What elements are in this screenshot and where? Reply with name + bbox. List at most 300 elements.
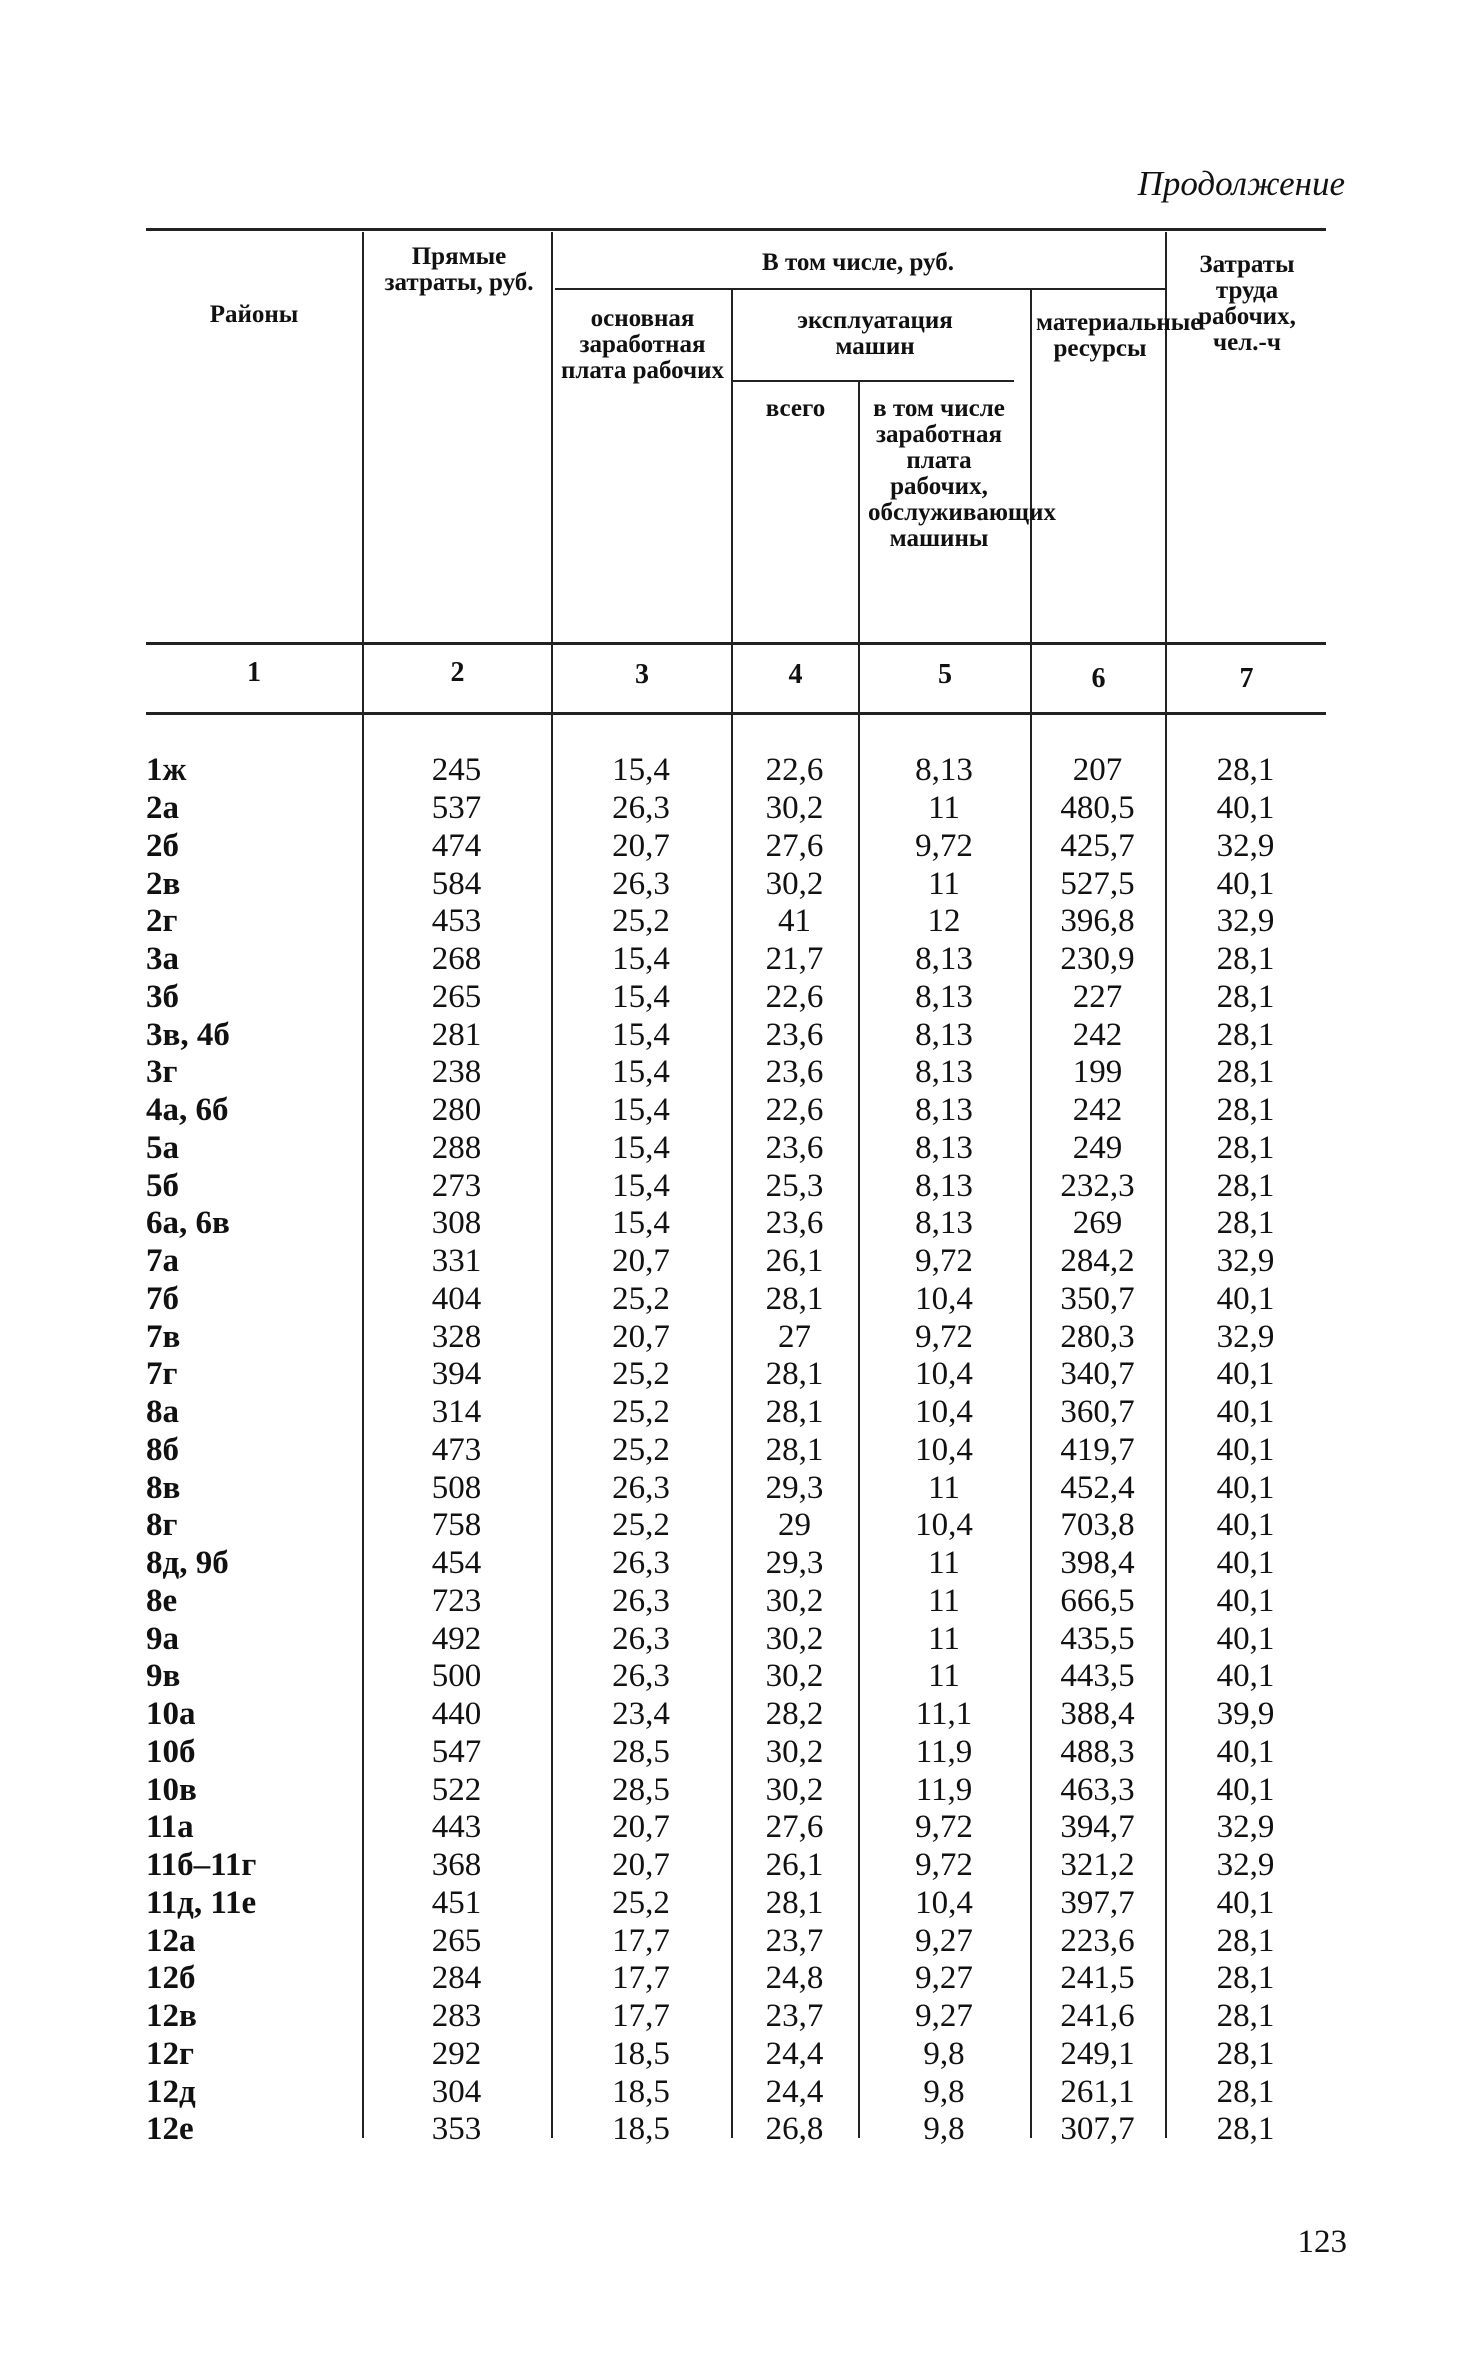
cell-materials: 398,4 bbox=[1060, 1545, 1135, 1582]
cell-base-wages: 20,7 bbox=[612, 1243, 670, 1280]
cell-machine-wages: 10,4 bbox=[915, 1507, 973, 1544]
cell-materials: 435,5 bbox=[1060, 1620, 1135, 1657]
cell-direct-costs: 394 bbox=[431, 1356, 482, 1393]
cell-machine-wages: 9,27 bbox=[915, 1960, 973, 1997]
cell-base-wages: 17,7 bbox=[612, 1960, 670, 1997]
cell-materials: 360,7 bbox=[1060, 1394, 1135, 1431]
cell-labor: 40,1 bbox=[1216, 1507, 1275, 1544]
table-row bbox=[146, 2111, 1326, 2149]
table-row bbox=[146, 1092, 1326, 1130]
cell-direct-costs: 265 bbox=[431, 978, 482, 1015]
table-row bbox=[146, 2073, 1326, 2111]
cell-machine-wages: 11,9 bbox=[915, 1771, 973, 1808]
table-row bbox=[146, 941, 1326, 979]
cell-region: 12б bbox=[146, 1960, 196, 1997]
cell-labor: 40,1 bbox=[1216, 1733, 1275, 1770]
cell-labor: 40,1 bbox=[1216, 1582, 1275, 1619]
table-row bbox=[146, 1545, 1326, 1583]
cell-direct-costs: 314 bbox=[431, 1394, 482, 1431]
cell-machine-wages: 10,4 bbox=[915, 1884, 973, 1921]
cell-region: 2г bbox=[146, 903, 178, 940]
cell-machine-wages: 11 bbox=[928, 865, 960, 902]
cell-machine-total: 30,2 bbox=[765, 1620, 824, 1657]
table-row bbox=[146, 1243, 1326, 1281]
cell-machine-total: 25,3 bbox=[765, 1167, 824, 1204]
cell-labor: 40,1 bbox=[1216, 790, 1275, 827]
header-materials: материальные ресурсы bbox=[1036, 309, 1202, 362]
cell-region: 10а bbox=[146, 1696, 196, 1733]
cell-base-wages: 28,5 bbox=[612, 1733, 670, 1770]
header-incl-wages: в том числе заработная плата рабочих, обслуживающих машины bbox=[868, 395, 1056, 552]
cell-base-wages: 15,4 bbox=[612, 1054, 670, 1091]
cell-direct-costs: 265 bbox=[431, 1922, 482, 1959]
cell-machine-total: 23,6 bbox=[765, 1016, 824, 1053]
cell-labor: 40,1 bbox=[1216, 1658, 1275, 1695]
cell-machine-wages: 9,72 bbox=[915, 827, 973, 864]
cell-region: 12в bbox=[146, 1998, 197, 2035]
cell-machine-wages: 8,13 bbox=[915, 1129, 973, 1166]
cell-direct-costs: 508 bbox=[431, 1469, 482, 1506]
cell-machine-wages: 11 bbox=[928, 1658, 960, 1695]
cell-materials: 443,5 bbox=[1060, 1658, 1135, 1695]
column-number-7: 7 bbox=[1239, 663, 1254, 694]
cell-direct-costs: 304 bbox=[431, 2073, 482, 2110]
cell-machine-total: 24,8 bbox=[765, 1960, 824, 1997]
cell-base-wages: 26,3 bbox=[612, 1582, 670, 1619]
table-row bbox=[146, 1356, 1326, 1394]
cell-labor: 28,1 bbox=[1216, 1016, 1275, 1053]
cell-machine-total: 41 bbox=[778, 903, 811, 940]
cell-region: 1ж bbox=[146, 752, 187, 789]
cell-machine-wages: 11 bbox=[928, 1582, 960, 1619]
cell-machine-wages: 8,13 bbox=[915, 1205, 973, 1242]
cell-machine-wages: 8,13 bbox=[915, 1167, 973, 1204]
table-row bbox=[146, 1432, 1326, 1470]
cell-machine-wages: 9,72 bbox=[915, 1243, 973, 1280]
cell-base-wages: 26,3 bbox=[612, 1545, 670, 1582]
cell-region: 3а bbox=[146, 941, 179, 978]
header-including: В том числе, руб. bbox=[762, 249, 954, 276]
cell-machine-total: 26,1 bbox=[765, 1243, 824, 1280]
including-group-rule bbox=[555, 288, 1165, 290]
table-row bbox=[146, 1205, 1326, 1243]
column-number-3: 3 bbox=[635, 659, 649, 690]
column-number-5: 5 bbox=[938, 659, 952, 690]
cell-base-wages: 26,3 bbox=[612, 865, 670, 902]
cell-direct-costs: 238 bbox=[431, 1054, 482, 1091]
cell-region: 8г bbox=[146, 1507, 178, 1544]
cell-direct-costs: 283 bbox=[431, 1998, 482, 2035]
cell-labor: 32,9 bbox=[1216, 1243, 1275, 1280]
header-base-wages: основная заработная плата рабочих bbox=[560, 305, 725, 384]
cell-machine-total: 30,2 bbox=[765, 1771, 824, 1808]
cell-base-wages: 20,7 bbox=[612, 827, 670, 864]
cell-region: 7г bbox=[146, 1356, 178, 1393]
table-row bbox=[146, 1281, 1326, 1319]
cell-materials: 350,7 bbox=[1060, 1280, 1135, 1317]
cell-direct-costs: 308 bbox=[431, 1205, 482, 1242]
table-row bbox=[146, 1658, 1326, 1696]
cell-region: 5б bbox=[146, 1167, 179, 1204]
cell-region: 12е bbox=[146, 2111, 194, 2148]
cell-region: 8е bbox=[146, 1582, 178, 1619]
cell-machine-total: 27,6 bbox=[765, 1809, 824, 1846]
table-row bbox=[146, 1809, 1326, 1847]
cell-machine-wages: 9,8 bbox=[923, 2035, 965, 2072]
cell-machine-wages: 11,9 bbox=[915, 1733, 973, 1770]
cell-direct-costs: 328 bbox=[431, 1318, 482, 1355]
page-number: 123 bbox=[1297, 2224, 1347, 2260]
header-regions: Районы bbox=[209, 301, 299, 328]
cell-direct-costs: 281 bbox=[431, 1016, 482, 1053]
cell-labor: 32,9 bbox=[1216, 1809, 1275, 1846]
column-numbers-rule bbox=[146, 712, 1326, 715]
cell-machine-total: 30,2 bbox=[765, 1733, 824, 1770]
cell-machine-wages: 12 bbox=[927, 903, 961, 940]
table-row bbox=[146, 903, 1326, 941]
cell-region: 12г bbox=[146, 2035, 194, 2072]
cell-machine-total: 26,8 bbox=[765, 2111, 824, 2148]
cell-region: 6а, 6в bbox=[146, 1205, 230, 1242]
cell-machine-wages: 9,27 bbox=[915, 1998, 973, 2035]
cell-labor: 28,1 bbox=[1216, 1922, 1275, 1959]
cell-direct-costs: 245 bbox=[431, 752, 482, 789]
cell-direct-costs: 451 bbox=[431, 1884, 482, 1921]
cell-direct-costs: 474 bbox=[431, 827, 482, 864]
cell-base-wages: 23,4 bbox=[612, 1696, 670, 1733]
table-row bbox=[146, 790, 1326, 828]
data-table bbox=[146, 752, 1326, 2149]
cell-base-wages: 18,5 bbox=[612, 2073, 670, 2110]
cell-base-wages: 18,5 bbox=[612, 2035, 670, 2072]
cell-materials: 207 bbox=[1072, 752, 1123, 789]
cell-labor: 28,1 bbox=[1216, 1092, 1275, 1129]
cell-machine-wages: 9,72 bbox=[915, 1847, 973, 1884]
cell-materials: 488,3 bbox=[1060, 1733, 1135, 1770]
cell-machine-total: 28,1 bbox=[765, 1431, 824, 1468]
cell-machine-wages: 9,27 bbox=[915, 1922, 973, 1959]
cell-labor: 28,1 bbox=[1216, 1167, 1275, 1204]
cell-region: 2а bbox=[146, 790, 179, 827]
cell-direct-costs: 292 bbox=[431, 2035, 482, 2072]
cell-labor: 32,9 bbox=[1216, 1318, 1275, 1355]
cell-materials: 321,2 bbox=[1060, 1847, 1135, 1884]
table-row bbox=[146, 2036, 1326, 2074]
cell-machine-wages: 11 bbox=[928, 790, 960, 827]
table-row bbox=[146, 1771, 1326, 1809]
cell-region: 9а bbox=[146, 1620, 179, 1657]
cell-labor: 40,1 bbox=[1216, 1771, 1275, 1808]
cell-direct-costs: 331 bbox=[431, 1243, 482, 1280]
cell-direct-costs: 547 bbox=[431, 1733, 482, 1770]
cell-machine-wages: 9,8 bbox=[923, 2111, 965, 2148]
cell-direct-costs: 522 bbox=[431, 1771, 482, 1808]
cell-materials: 394,7 bbox=[1060, 1809, 1135, 1846]
cell-direct-costs: 280 bbox=[431, 1092, 482, 1129]
cell-base-wages: 20,7 bbox=[612, 1847, 670, 1884]
cell-machine-total: 23,7 bbox=[765, 1922, 824, 1959]
cell-machine-total: 28,2 bbox=[765, 1696, 824, 1733]
cell-base-wages: 25,2 bbox=[612, 1394, 670, 1431]
cell-base-wages: 20,7 bbox=[612, 1809, 670, 1846]
cell-machine-wages: 10,4 bbox=[915, 1394, 973, 1431]
cell-materials: 241,6 bbox=[1060, 1998, 1135, 2035]
cell-region: 8в bbox=[146, 1469, 181, 1506]
cell-labor: 40,1 bbox=[1216, 1469, 1275, 1506]
cell-machine-total: 21,7 bbox=[765, 941, 824, 978]
cell-base-wages: 15,4 bbox=[612, 1092, 670, 1129]
cell-direct-costs: 443 bbox=[431, 1809, 482, 1846]
table-row bbox=[146, 1620, 1326, 1658]
cell-machine-total: 30,2 bbox=[765, 790, 824, 827]
cell-machine-wages: 11 bbox=[928, 1545, 960, 1582]
table-row bbox=[146, 1885, 1326, 1923]
cell-base-wages: 25,2 bbox=[612, 1431, 670, 1468]
cell-materials: 703,8 bbox=[1060, 1507, 1135, 1544]
table-row bbox=[146, 752, 1326, 790]
cell-machine-total: 27,6 bbox=[765, 827, 824, 864]
cell-region: 5а bbox=[146, 1129, 179, 1166]
cell-materials: 242 bbox=[1072, 1016, 1123, 1053]
table-row bbox=[146, 1734, 1326, 1772]
cell-labor: 32,9 bbox=[1216, 1847, 1275, 1884]
cell-direct-costs: 404 bbox=[431, 1280, 482, 1317]
cell-labor: 40,1 bbox=[1216, 1620, 1275, 1657]
table-row bbox=[146, 1469, 1326, 1507]
table-row bbox=[146, 1583, 1326, 1621]
cell-direct-costs: 473 bbox=[431, 1431, 482, 1468]
cell-materials: 284,2 bbox=[1060, 1243, 1135, 1280]
cell-machine-wages: 8,13 bbox=[915, 978, 973, 1015]
cell-region: 2в bbox=[146, 865, 181, 902]
cell-base-wages: 25,2 bbox=[612, 1507, 670, 1544]
cell-materials: 199 bbox=[1072, 1054, 1123, 1091]
cell-materials: 249 bbox=[1072, 1129, 1123, 1166]
cell-machine-wages: 9,72 bbox=[915, 1318, 973, 1355]
cell-direct-costs: 723 bbox=[431, 1582, 482, 1619]
cell-region: 11а bbox=[146, 1809, 194, 1846]
table-row bbox=[146, 865, 1326, 903]
cell-machine-total: 23,6 bbox=[765, 1205, 824, 1242]
cell-labor: 39,9 bbox=[1216, 1696, 1275, 1733]
cell-materials: 223,6 bbox=[1060, 1922, 1135, 1959]
cell-direct-costs: 492 bbox=[431, 1620, 482, 1657]
cell-materials: 666,5 bbox=[1060, 1582, 1135, 1619]
cell-machine-wages: 11 bbox=[928, 1620, 960, 1657]
cell-machine-total: 23,6 bbox=[765, 1054, 824, 1091]
cell-materials: 232,3 bbox=[1060, 1167, 1135, 1204]
cell-labor: 28,1 bbox=[1216, 941, 1275, 978]
cell-materials: 227 bbox=[1072, 978, 1123, 1015]
cell-materials: 307,7 bbox=[1060, 2111, 1135, 2148]
cell-region: 9в bbox=[146, 1658, 181, 1695]
cell-base-wages: 25,2 bbox=[612, 1884, 670, 1921]
cell-labor: 28,1 bbox=[1216, 1205, 1275, 1242]
cell-region: 7в bbox=[146, 1318, 181, 1355]
cell-materials: 230,9 bbox=[1060, 941, 1135, 978]
cell-labor: 28,1 bbox=[1216, 1960, 1275, 1997]
cell-materials: 452,4 bbox=[1060, 1469, 1135, 1506]
cell-base-wages: 25,2 bbox=[612, 1280, 670, 1317]
cell-labor: 28,1 bbox=[1216, 1129, 1275, 1166]
cell-labor: 40,1 bbox=[1216, 1545, 1275, 1582]
cell-region: 4а, 6б bbox=[146, 1092, 229, 1129]
cell-base-wages: 15,4 bbox=[612, 1205, 670, 1242]
header-bottom-rule bbox=[146, 642, 1326, 645]
cell-materials: 425,7 bbox=[1060, 827, 1135, 864]
cell-region: 8д, 9б bbox=[146, 1545, 229, 1582]
cell-materials: 261,1 bbox=[1060, 2073, 1135, 2110]
cell-machine-total: 22,6 bbox=[765, 978, 824, 1015]
cell-machine-total: 23,7 bbox=[765, 1998, 824, 2035]
cell-labor: 32,9 bbox=[1216, 827, 1275, 864]
cell-machine-total: 26,1 bbox=[765, 1847, 824, 1884]
cell-base-wages: 15,4 bbox=[612, 1167, 670, 1204]
cell-region: 11б–11г bbox=[146, 1847, 257, 1884]
header-machine-operation: эксплуатация машин bbox=[797, 307, 953, 360]
table-row bbox=[146, 1167, 1326, 1205]
table-row bbox=[146, 1696, 1326, 1734]
cell-materials: 242 bbox=[1072, 1092, 1123, 1129]
continuation-label: Продолжение bbox=[1137, 164, 1345, 203]
cell-machine-total: 30,2 bbox=[765, 1582, 824, 1619]
cell-machine-wages: 10,4 bbox=[915, 1431, 973, 1468]
cell-direct-costs: 454 bbox=[431, 1545, 482, 1582]
cell-machine-total: 29,3 bbox=[765, 1545, 824, 1582]
table-row bbox=[146, 979, 1326, 1017]
cell-labor: 40,1 bbox=[1216, 1394, 1275, 1431]
header-labor: Затраты труда рабочих, чел.-ч bbox=[1198, 251, 1296, 356]
cell-materials: 527,5 bbox=[1060, 865, 1135, 902]
column-number-4: 4 bbox=[788, 659, 803, 690]
table-body bbox=[146, 752, 1326, 2149]
cell-materials: 388,4 bbox=[1060, 1696, 1135, 1733]
cell-region: 7б bbox=[146, 1280, 179, 1317]
cell-labor: 28,1 bbox=[1216, 2111, 1275, 2148]
cell-machine-total: 23,6 bbox=[765, 1129, 824, 1166]
cell-direct-costs: 368 bbox=[431, 1847, 482, 1884]
table-row bbox=[146, 828, 1326, 866]
cell-machine-wages: 9,8 bbox=[923, 2073, 965, 2110]
cell-labor: 40,1 bbox=[1216, 1884, 1275, 1921]
cell-labor: 28,1 bbox=[1216, 752, 1275, 789]
cell-machine-total: 22,6 bbox=[765, 752, 824, 789]
table-row bbox=[146, 1130, 1326, 1168]
cell-direct-costs: 284 bbox=[431, 1960, 482, 1997]
cell-machine-total: 27 bbox=[778, 1318, 811, 1355]
cell-region: 10б bbox=[146, 1733, 196, 1770]
cell-materials: 280,3 bbox=[1060, 1318, 1135, 1355]
cell-machine-total: 28,1 bbox=[765, 1884, 824, 1921]
cell-labor: 40,1 bbox=[1216, 1280, 1275, 1317]
cell-machine-wages: 8,13 bbox=[915, 1092, 973, 1129]
cell-region: 3г bbox=[146, 1054, 178, 1091]
cell-direct-costs: 268 bbox=[431, 941, 482, 978]
cell-machine-wages: 8,13 bbox=[915, 1054, 973, 1091]
cell-machine-wages: 8,13 bbox=[915, 752, 973, 789]
column-number-2: 2 bbox=[450, 657, 465, 688]
cell-machine-wages: 10,4 bbox=[915, 1356, 973, 1393]
cell-machine-total: 22,6 bbox=[765, 1092, 824, 1129]
column-number-1: 1 bbox=[247, 657, 261, 688]
cell-region: 12а bbox=[146, 1922, 196, 1959]
cell-region: 10в bbox=[146, 1771, 197, 1808]
cell-labor: 28,1 bbox=[1216, 978, 1275, 1015]
cell-base-wages: 15,4 bbox=[612, 978, 670, 1015]
cell-labor: 28,1 bbox=[1216, 1998, 1275, 2035]
cell-base-wages: 18,5 bbox=[612, 2111, 670, 2148]
cell-labor: 40,1 bbox=[1216, 1431, 1275, 1468]
cell-machine-total: 24,4 bbox=[765, 2035, 824, 2072]
column-number-6: 6 bbox=[1091, 663, 1106, 694]
cell-machine-wages: 11 bbox=[928, 1469, 960, 1506]
table-row bbox=[146, 1394, 1326, 1432]
cell-materials: 269 bbox=[1072, 1205, 1123, 1242]
cell-machine-total: 28,1 bbox=[765, 1280, 824, 1317]
machine-group-rule bbox=[733, 380, 1014, 382]
cell-direct-costs: 288 bbox=[431, 1129, 482, 1166]
cell-direct-costs: 584 bbox=[431, 865, 482, 902]
cell-base-wages: 26,3 bbox=[612, 1469, 670, 1506]
table-row bbox=[146, 1318, 1326, 1356]
cell-base-wages: 15,4 bbox=[612, 1016, 670, 1053]
cell-region: 8б bbox=[146, 1431, 179, 1468]
cell-base-wages: 17,7 bbox=[612, 1922, 670, 1959]
cell-direct-costs: 500 bbox=[431, 1658, 482, 1695]
cell-region: 3в, 4б bbox=[146, 1016, 230, 1053]
cell-materials: 463,3 bbox=[1060, 1771, 1135, 1808]
cell-base-wages: 17,7 bbox=[612, 1998, 670, 2035]
cell-base-wages: 26,3 bbox=[612, 1658, 670, 1695]
cell-machine-wages: 8,13 bbox=[915, 1016, 973, 1053]
cell-machine-wages: 10,4 bbox=[915, 1280, 973, 1317]
cell-materials: 340,7 bbox=[1060, 1356, 1135, 1393]
cell-base-wages: 26,3 bbox=[612, 790, 670, 827]
cell-base-wages: 28,5 bbox=[612, 1771, 670, 1808]
cell-region: 7а bbox=[146, 1243, 179, 1280]
cell-materials: 419,7 bbox=[1060, 1431, 1135, 1468]
table-row bbox=[146, 1016, 1326, 1054]
cell-labor: 28,1 bbox=[1216, 2035, 1275, 2072]
table-top-rule bbox=[146, 228, 1326, 231]
table-row bbox=[146, 1054, 1326, 1092]
cell-materials: 396,8 bbox=[1060, 903, 1135, 940]
cell-labor: 28,1 bbox=[1216, 1054, 1275, 1091]
cell-base-wages: 25,2 bbox=[612, 1356, 670, 1393]
cell-machine-total: 29,3 bbox=[765, 1469, 824, 1506]
cell-base-wages: 20,7 bbox=[612, 1318, 670, 1355]
cell-base-wages: 25,2 bbox=[612, 903, 670, 940]
cell-materials: 480,5 bbox=[1060, 790, 1135, 827]
cell-direct-costs: 353 bbox=[431, 2111, 482, 2148]
cell-machine-total: 29 bbox=[778, 1507, 811, 1544]
cell-base-wages: 15,4 bbox=[612, 752, 670, 789]
cell-labor: 40,1 bbox=[1216, 865, 1275, 902]
cell-materials: 241,5 bbox=[1060, 1960, 1135, 1997]
cell-base-wages: 15,4 bbox=[612, 1129, 670, 1166]
cell-machine-total: 28,1 bbox=[765, 1394, 824, 1431]
cell-labor: 40,1 bbox=[1216, 1356, 1275, 1393]
cell-region: 8а bbox=[146, 1394, 179, 1431]
cell-machine-wages: 11,1 bbox=[915, 1696, 973, 1733]
header-direct-costs: Прямые затраты, руб. bbox=[384, 243, 534, 296]
cell-region: 3б bbox=[146, 978, 179, 1015]
cell-labor: 28,1 bbox=[1216, 2073, 1275, 2110]
cell-labor: 32,9 bbox=[1216, 903, 1275, 940]
table-row bbox=[146, 1847, 1326, 1885]
cell-machine-wages: 8,13 bbox=[915, 941, 973, 978]
cell-direct-costs: 453 bbox=[431, 903, 482, 940]
